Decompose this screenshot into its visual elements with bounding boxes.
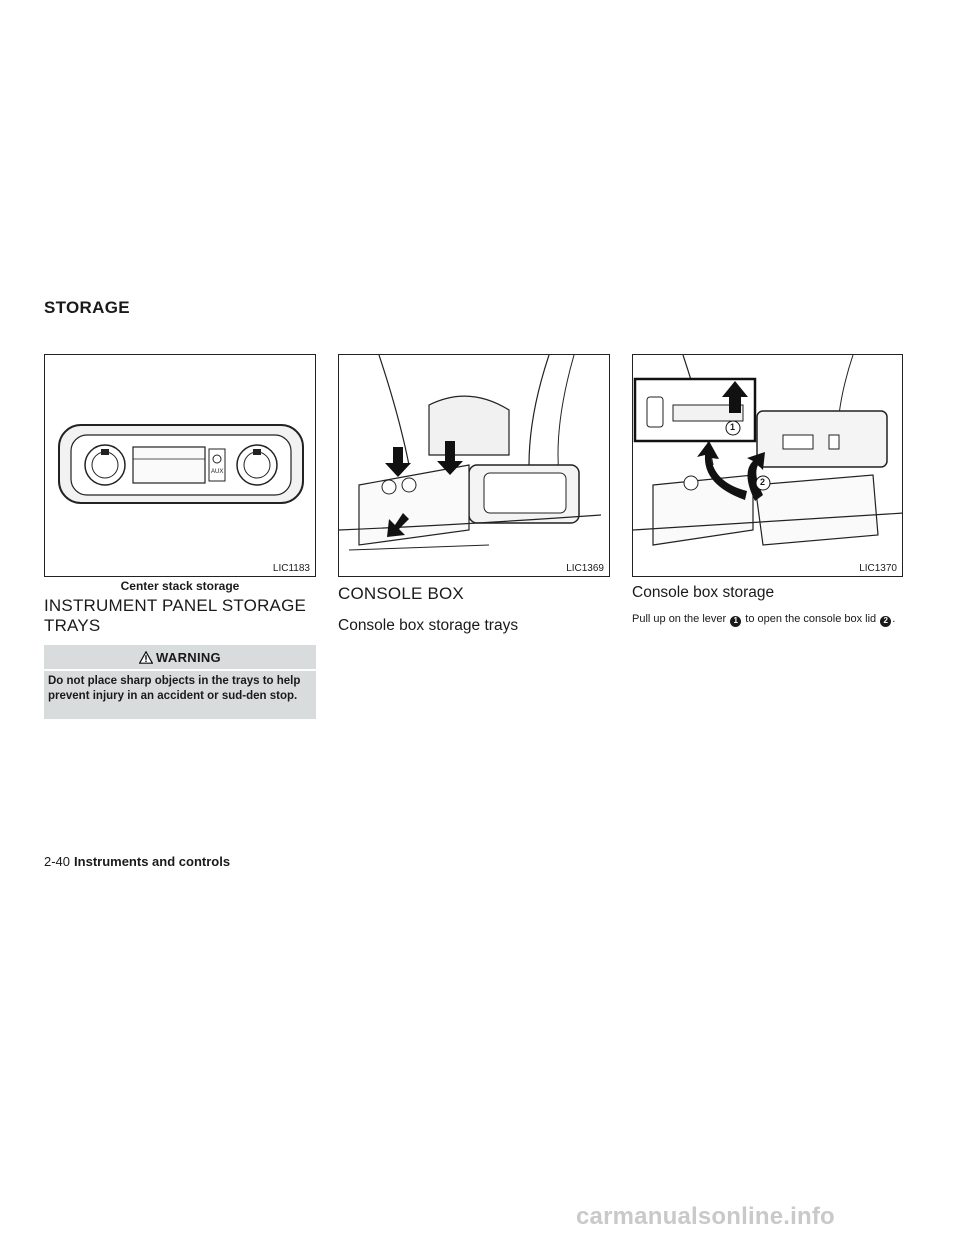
warning-icon [139, 651, 153, 664]
body-text-part-2: to open the console box lid [745, 613, 877, 625]
figure-code: LIC1369 [566, 563, 604, 574]
watermark-text: carmanualsonline.info [576, 1203, 835, 1230]
subheading-console-box-storage-trays: Console box storage trays [338, 617, 519, 634]
warning-box [44, 645, 316, 719]
warning-divider [44, 669, 316, 671]
section-header: STORAGE [44, 298, 130, 317]
aux-label: AUX [211, 469, 224, 475]
warning-text: Do not place sharp objects in the trays to help prevent injury in an accident or sud-den stop. [48, 675, 301, 702]
warning-title [44, 648, 316, 666]
figure-callout-1: 1 [730, 422, 736, 432]
chapter-title: Instruments and controls [74, 854, 231, 869]
subheading-console-box-storage: Console box storage [632, 584, 775, 601]
center-stack-illustration [45, 355, 316, 577]
heading-console-box: CONSOLE BOX [338, 584, 464, 603]
console-trays-illustration [339, 355, 610, 577]
figure-caption: Center stack storage [120, 579, 240, 593]
heading-instrument-panel-storage-trays: INSTRUMENT PANEL STORAGE TRAYS [44, 596, 307, 635]
body-text-console-box [632, 612, 904, 627]
figure-code: LIC1370 [859, 563, 897, 574]
warning-title-text: WARNING [156, 649, 221, 665]
figure-center-stack-storage [44, 354, 316, 577]
figure-console-box-trays [338, 354, 610, 577]
figure-callout-2: 2 [760, 477, 766, 487]
figure-console-box-storage [632, 354, 903, 577]
callout-2-badge: 2 [880, 616, 891, 627]
body-text-part-3: . [892, 613, 896, 625]
figure-code: LIC1183 [272, 563, 310, 574]
body-text-part-1: Pull up on the lever [632, 613, 727, 625]
console-box-illustration [633, 355, 903, 577]
callout-1-badge: 1 [730, 616, 741, 627]
page-number: 2-40 [44, 854, 71, 869]
page-footer [44, 854, 230, 869]
